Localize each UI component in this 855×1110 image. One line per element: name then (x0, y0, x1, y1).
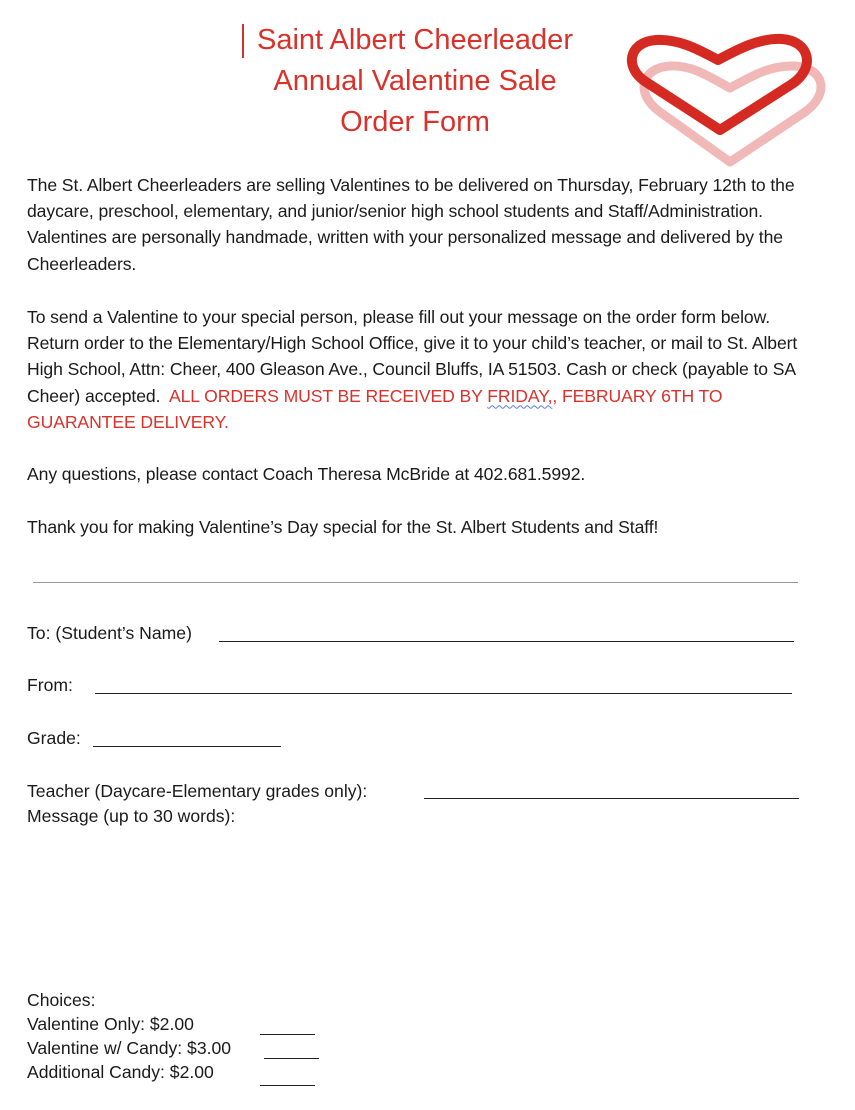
choice-item: Additional Candy: $2.00 (27, 1062, 214, 1082)
teacher-label: Teacher (Daycare-Elementary grades only): (27, 781, 368, 801)
deadline-post: , FEBRUARY 6TH TO GUARANTEE DELIVERY. (27, 385, 723, 432)
choice-item: Valentine w/ Candy: $3.00 (27, 1038, 232, 1058)
title-line-2: Annual Valentine Sale (273, 65, 557, 97)
from-blank[interactable] (95, 693, 792, 694)
deadline-flagged-word: FRIDAY, (487, 385, 553, 406)
choice-quantity-blank[interactable] (260, 1034, 315, 1035)
double-heart-icon (622, 30, 832, 170)
choice-item: Valentine Only: $2.00 (27, 1014, 194, 1034)
instructions-paragraph (27, 304, 817, 435)
choices-section (27, 988, 231, 1084)
message-area[interactable] (27, 832, 797, 972)
thanks-line: Thank you for making Valentine’s Day special for the St. Albert Students and Staff! (27, 517, 659, 537)
title-line-3: Order Form (340, 106, 490, 138)
grade-label: Grade: (27, 728, 81, 748)
title-line-1: Saint Albert Cheerleader (257, 24, 573, 56)
teacher-blank[interactable] (424, 798, 799, 799)
to-blank[interactable] (219, 641, 794, 642)
choice-quantity-blank[interactable] (260, 1085, 315, 1086)
choices-heading: Choices: (27, 990, 96, 1010)
message-label: Message (up to 30 words): (27, 806, 236, 826)
instructions-text: To send a Valentine to your special person, please fill out your message on the order form below. Return order to the Elementary/High School Office, give it to your child’s teacher, or mail to St. Albert High School, Attn: Cheer, 400 Gleason Ave., Council Bluffs, IA 51503. Cash or check (payable to SA Cheer) accepted. (27, 307, 798, 406)
document-title (200, 20, 630, 143)
contact-line: Any questions, please contact Coach Theresa McBride at 402.681.5992. (27, 464, 586, 484)
choice-quantity-blank[interactable] (264, 1058, 319, 1059)
to-label: To: (Student’s Name) (27, 623, 192, 643)
grade-blank[interactable] (93, 746, 281, 747)
intro-paragraph: The St. Albert Cheerleaders are selling Valentines to be delivered on Thursday, February 12th to the daycare, preschool, elementary, and junior/senior high school students and Staff/Administration. Valentines are personally handmade, written with your personalized message and delivered by the Cheerleaders. (27, 175, 795, 274)
from-label: From: (27, 675, 73, 695)
section-divider (33, 582, 798, 583)
deadline-pre: ALL ORDERS MUST BE RECEIVED BY (168, 385, 488, 406)
